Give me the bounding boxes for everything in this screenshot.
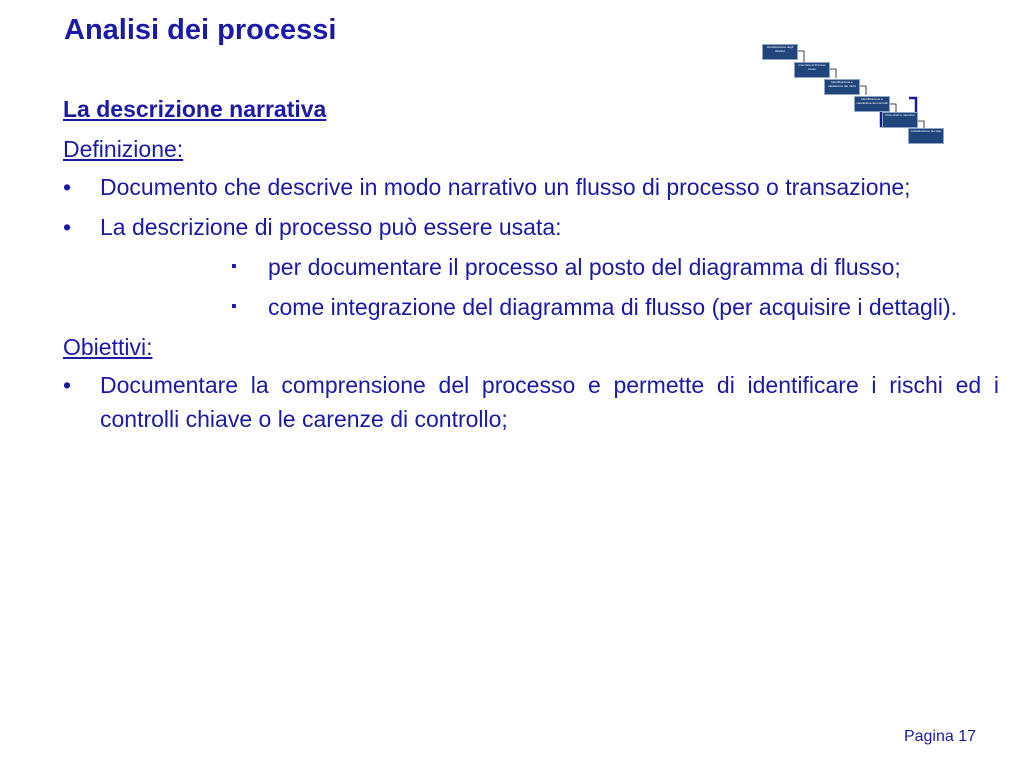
bullet-text: Documento che descrive in modo narrativo un flusso di processo o transazione; <box>100 174 911 200</box>
sub-bullet-text: per documentare il processo al posto del diagramma di flusso; <box>268 254 901 280</box>
flow-step: Individuazione dei Gap <box>908 128 944 144</box>
page-number: Pagina 17 <box>903 728 976 745</box>
square-bullet-mark: ▪ <box>231 258 237 275</box>
objectives-label: Obiettivi: <box>63 334 153 360</box>
flow-step: Intervista ai Process owner <box>794 62 830 78</box>
bullet-text: La descrizione di processo può essere usata: <box>100 214 562 240</box>
section-subtitle: La descrizione narrativa <box>63 96 327 122</box>
bullet-item <box>63 368 999 436</box>
bullet-text: Documentare la comprensione del processo e permette di identificare i rischi ed i controlli chiave o le carenze di controllo; <box>100 372 999 432</box>
bullet-item <box>63 210 999 244</box>
bullet-item <box>63 170 999 204</box>
bullet-mark: • <box>63 372 72 398</box>
bullet-mark: • <box>63 214 72 240</box>
flow-step: Identificazione e valutazione dei controlli <box>854 96 890 112</box>
sub-bullet-item <box>231 250 999 284</box>
flow-step: Identificazione degli obiettivi <box>762 44 798 60</box>
sub-bullet-item <box>231 290 999 324</box>
bullet-mark: • <box>63 174 72 200</box>
flow-step: Identificazione e valutazione dei rischi <box>824 79 860 95</box>
flow-step: Flow-chart e narrative <box>882 112 918 128</box>
page-title: Analisi dei processi <box>64 14 337 46</box>
definition-label: Definizione: <box>63 136 184 162</box>
sub-bullet-text: come integrazione del diagramma di flusso (per acquisire i dettagli). <box>268 294 958 320</box>
square-bullet-mark: ▪ <box>231 298 237 315</box>
slide-body <box>63 92 999 442</box>
